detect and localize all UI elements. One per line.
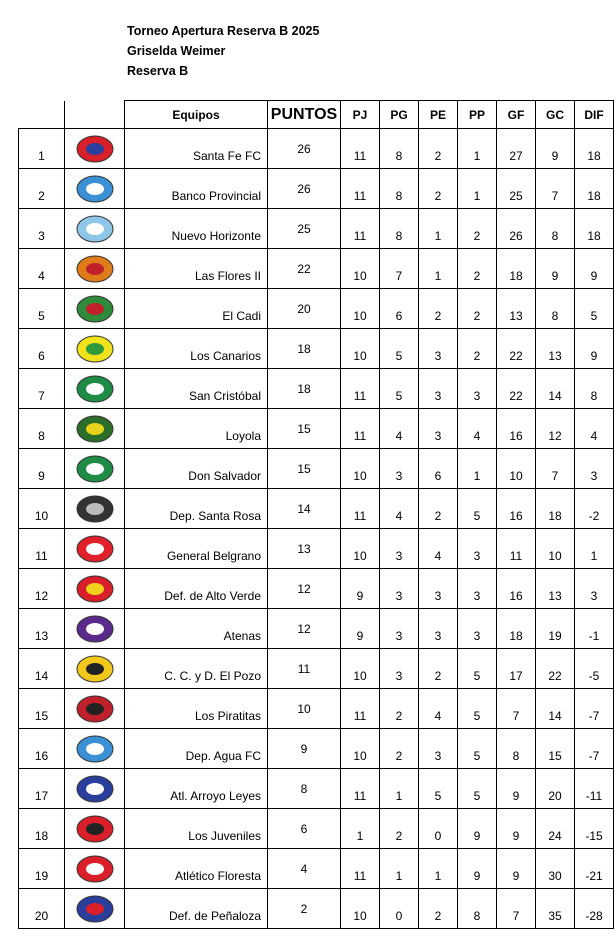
dif-cell: 3 [575,569,614,609]
column-header-pj: PJ [341,101,380,129]
pp-cell: 9 [458,849,497,889]
logo-cell [65,209,125,249]
team-name-cell: San Cristóbal [125,369,268,409]
column-header-gc: GC [536,101,575,129]
position-cell: 4 [19,249,65,289]
gc-cell: 13 [536,569,575,609]
team-name-cell: Nuevo Horizonte [125,209,268,249]
dif-cell: 8 [575,369,614,409]
gf-cell: 11 [497,529,536,569]
author-name: Griselda Weimer [127,44,226,58]
logo-cell [65,769,125,809]
gc-cell: 10 [536,529,575,569]
position-cell: 10 [19,489,65,529]
logo-cell [65,289,125,329]
pp-cell: 2 [458,249,497,289]
general-belgrano-logo [71,534,119,564]
dif-cell: 18 [575,169,614,209]
dif-cell: 1 [575,529,614,569]
position-cell: 18 [19,809,65,849]
gc-cell: 20 [536,769,575,809]
pj-cell: 10 [341,889,380,929]
dif-cell: 3 [575,449,614,489]
las-flores-ii-logo [71,254,119,284]
points-cell: 14 [268,489,341,529]
pj-cell: 11 [341,489,380,529]
pe-cell: 4 [419,529,458,569]
pg-cell: 4 [380,489,419,529]
pj-cell: 10 [341,529,380,569]
pg-cell: 3 [380,529,419,569]
atl-arroyo-leyes-logo [71,774,119,804]
pe-cell: 3 [419,729,458,769]
points-cell: 13 [268,529,341,569]
gf-cell: 22 [497,369,536,409]
gf-cell: 7 [497,889,536,929]
gc-cell: 19 [536,609,575,649]
team-name-cell: Def. de Peñaloza [125,889,268,929]
position-cell: 19 [19,849,65,889]
pe-cell: 2 [419,169,458,209]
gf-cell: 22 [497,329,536,369]
team-name-cell: Def. de Alto Verde [125,569,268,609]
position-cell: 15 [19,689,65,729]
team-name-cell: Los Juveniles [125,809,268,849]
standings-table [18,100,614,929]
pp-cell: 8 [458,889,497,929]
pj-cell: 11 [341,129,380,169]
column-header-pp: PP [458,101,497,129]
logo-cell [65,529,125,569]
position-cell: 11 [19,529,65,569]
pp-cell: 5 [458,489,497,529]
position-cell: 6 [19,329,65,369]
points-cell: 2 [268,889,341,929]
gc-cell: 13 [536,329,575,369]
los-piratitas-logo [71,694,119,724]
gf-cell: 26 [497,209,536,249]
team-name-cell: General Belgrano [125,529,268,569]
column-header-pg: PG [380,101,419,129]
pg-cell: 8 [380,129,419,169]
logo-cell [65,449,125,489]
logo-cell [65,369,125,409]
points-cell: 26 [268,169,341,209]
pg-cell: 3 [380,569,419,609]
pe-cell: 5 [419,769,458,809]
pj-cell: 11 [341,769,380,809]
position-cell: 13 [19,609,65,649]
team-name-cell: Los Canarios [125,329,268,369]
pg-cell: 2 [380,809,419,849]
logo-cell [65,409,125,449]
pg-cell: 3 [380,609,419,649]
pg-cell: 1 [380,849,419,889]
points-cell: 11 [268,649,341,689]
points-cell: 18 [268,329,341,369]
blank-header-cell [65,101,125,129]
dif-cell: -7 [575,729,614,769]
dif-cell: -15 [575,809,614,849]
loyola-logo [71,414,119,444]
pe-cell: 2 [419,289,458,329]
gc-cell: 14 [536,689,575,729]
logo-cell [65,249,125,289]
team-name-cell: Dep. Santa Rosa [125,489,268,529]
team-name-cell: Loyola [125,409,268,449]
dif-cell: -5 [575,649,614,689]
table-row [19,889,614,929]
pp-cell: 1 [458,169,497,209]
table-row [19,689,614,729]
table-row [19,729,614,769]
tournament-title: Torneo Apertura Reserva B 2025 [127,24,320,38]
table-row [19,409,614,449]
pp-cell: 4 [458,409,497,449]
gf-cell: 9 [497,769,536,809]
pe-cell: 3 [419,569,458,609]
pe-cell: 1 [419,209,458,249]
pj-cell: 9 [341,609,380,649]
team-name-cell: Don Salvador [125,449,268,489]
gf-cell: 9 [497,809,536,849]
position-cell: 20 [19,889,65,929]
logo-cell [65,329,125,369]
pg-cell: 5 [380,329,419,369]
gf-cell: 16 [497,409,536,449]
points-cell: 4 [268,849,341,889]
gc-cell: 30 [536,849,575,889]
pj-cell: 11 [341,209,380,249]
blank-header-cell [19,101,65,129]
pg-cell: 3 [380,449,419,489]
points-cell: 10 [268,689,341,729]
el-pozo-logo [71,654,119,684]
table-row [19,849,614,889]
pg-cell: 7 [380,249,419,289]
position-cell: 2 [19,169,65,209]
san-cristobal-logo [71,374,119,404]
gc-cell: 35 [536,889,575,929]
table-row [19,769,614,809]
table-row [19,449,614,489]
team-name-cell: C. C. y D. El Pozo [125,649,268,689]
def-de-penaloza-logo [71,894,119,924]
table-row [19,569,614,609]
position-cell: 5 [19,289,65,329]
pe-cell: 3 [419,409,458,449]
pj-cell: 11 [341,689,380,729]
pe-cell: 4 [419,689,458,729]
team-name-cell: Atenas [125,609,268,649]
pj-cell: 10 [341,729,380,769]
table-row [19,529,614,569]
pe-cell: 3 [419,369,458,409]
points-cell: 9 [268,729,341,769]
gc-cell: 7 [536,449,575,489]
pg-cell: 3 [380,649,419,689]
gc-cell: 9 [536,129,575,169]
column-header-pe: PE [419,101,458,129]
team-name-cell: Las Flores II [125,249,268,289]
logo-cell [65,609,125,649]
table-row [19,369,614,409]
pj-cell: 11 [341,409,380,449]
logo-cell [65,849,125,889]
pp-cell: 3 [458,609,497,649]
table-row [19,649,614,689]
pj-cell: 10 [341,329,380,369]
position-cell: 7 [19,369,65,409]
logo-cell [65,129,125,169]
pp-cell: 1 [458,129,497,169]
team-name-cell: Atl. Arroyo Leyes [125,769,268,809]
gc-cell: 14 [536,369,575,409]
position-cell: 8 [19,409,65,449]
table-header-row [19,101,614,129]
gf-cell: 13 [497,289,536,329]
pp-cell: 2 [458,289,497,329]
dep-agua-fc-logo [71,734,119,764]
gf-cell: 18 [497,609,536,649]
pg-cell: 0 [380,889,419,929]
pp-cell: 2 [458,209,497,249]
pp-cell: 3 [458,569,497,609]
def-de-alto-verde-logo [71,574,119,604]
logo-cell [65,689,125,729]
dep-santa-rosa-logo [71,494,119,524]
santa-fe-fc-logo [71,134,119,164]
table-row [19,209,614,249]
column-header-gf: GF [497,101,536,129]
pj-cell: 1 [341,809,380,849]
gf-cell: 16 [497,489,536,529]
banco-provincial-logo [71,174,119,204]
team-name-cell: Los Piratitas [125,689,268,729]
gf-cell: 10 [497,449,536,489]
gf-cell: 25 [497,169,536,209]
dif-cell: 4 [575,409,614,449]
logo-cell [65,729,125,769]
position-cell: 16 [19,729,65,769]
pe-cell: 2 [419,129,458,169]
el-cadi-logo [71,294,119,324]
points-cell: 6 [268,809,341,849]
pp-cell: 3 [458,369,497,409]
dif-cell: 18 [575,209,614,249]
pg-cell: 8 [380,169,419,209]
logo-cell [65,649,125,689]
points-cell: 8 [268,769,341,809]
pp-cell: 5 [458,729,497,769]
points-cell: 25 [268,209,341,249]
team-name-cell: El Cadi [125,289,268,329]
pj-cell: 10 [341,449,380,489]
points-cell: 12 [268,609,341,649]
pp-cell: 3 [458,529,497,569]
pg-cell: 2 [380,689,419,729]
gf-cell: 9 [497,849,536,889]
gc-cell: 12 [536,409,575,449]
points-cell: 20 [268,289,341,329]
logo-cell [65,889,125,929]
pe-cell: 3 [419,329,458,369]
atenas-logo [71,614,119,644]
table-row [19,609,614,649]
logo-cell [65,489,125,529]
pe-cell: 3 [419,609,458,649]
table-row [19,809,614,849]
position-cell: 9 [19,449,65,489]
atletico-floresta-logo [71,854,119,884]
pg-cell: 5 [380,369,419,409]
dif-cell: -11 [575,769,614,809]
position-cell: 1 [19,129,65,169]
column-header-points: PUNTOS [268,101,341,129]
gf-cell: 16 [497,569,536,609]
pe-cell: 2 [419,889,458,929]
dif-cell: 18 [575,129,614,169]
pj-cell: 11 [341,849,380,889]
pj-cell: 10 [341,649,380,689]
don-salvador-logo [71,454,119,484]
pp-cell: 1 [458,449,497,489]
gc-cell: 8 [536,209,575,249]
pj-cell: 10 [341,249,380,289]
gc-cell: 9 [536,249,575,289]
gf-cell: 27 [497,129,536,169]
pp-cell: 5 [458,689,497,729]
dif-cell: -21 [575,849,614,889]
gf-cell: 8 [497,729,536,769]
position-cell: 17 [19,769,65,809]
los-juveniles-logo [71,814,119,844]
team-name-cell: Santa Fe FC [125,129,268,169]
gc-cell: 22 [536,649,575,689]
team-name-cell: Banco Provincial [125,169,268,209]
los-canarios-logo [71,334,119,364]
dif-cell: 9 [575,329,614,369]
pp-cell: 5 [458,769,497,809]
gf-cell: 18 [497,249,536,289]
points-cell: 15 [268,409,341,449]
gc-cell: 24 [536,809,575,849]
logo-cell [65,569,125,609]
logo-cell [65,809,125,849]
column-header-dif: DIF [575,101,614,129]
gc-cell: 18 [536,489,575,529]
pg-cell: 4 [380,409,419,449]
division-name: Reserva B [127,64,189,78]
dif-cell: 9 [575,249,614,289]
logo-cell [65,169,125,209]
pe-cell: 0 [419,809,458,849]
gc-cell: 7 [536,169,575,209]
points-cell: 22 [268,249,341,289]
gf-cell: 17 [497,649,536,689]
table-row [19,289,614,329]
points-cell: 26 [268,129,341,169]
dif-cell: -2 [575,489,614,529]
position-cell: 14 [19,649,65,689]
pj-cell: 11 [341,369,380,409]
pg-cell: 2 [380,729,419,769]
pg-cell: 1 [380,769,419,809]
pp-cell: 2 [458,329,497,369]
nuevo-horizonte-logo [71,214,119,244]
points-cell: 15 [268,449,341,489]
points-cell: 12 [268,569,341,609]
pp-cell: 9 [458,809,497,849]
pj-cell: 10 [341,289,380,329]
table-row [19,169,614,209]
pe-cell: 2 [419,649,458,689]
dif-cell: 5 [575,289,614,329]
position-cell: 12 [19,569,65,609]
gc-cell: 15 [536,729,575,769]
pe-cell: 6 [419,449,458,489]
table-row [19,329,614,369]
dif-cell: -28 [575,889,614,929]
pg-cell: 8 [380,209,419,249]
team-name-cell: Atlético Floresta [125,849,268,889]
points-cell: 18 [268,369,341,409]
pj-cell: 11 [341,169,380,209]
dif-cell: -7 [575,689,614,729]
table-row [19,249,614,289]
table-row [19,129,614,169]
pe-cell: 2 [419,489,458,529]
pp-cell: 5 [458,649,497,689]
team-name-cell: Dep. Agua FC [125,729,268,769]
gc-cell: 8 [536,289,575,329]
gf-cell: 7 [497,689,536,729]
pe-cell: 1 [419,249,458,289]
pj-cell: 9 [341,569,380,609]
position-cell: 3 [19,209,65,249]
pe-cell: 1 [419,849,458,889]
pg-cell: 6 [380,289,419,329]
table-row [19,489,614,529]
dif-cell: -1 [575,609,614,649]
column-header-team: Equipos [125,101,268,129]
